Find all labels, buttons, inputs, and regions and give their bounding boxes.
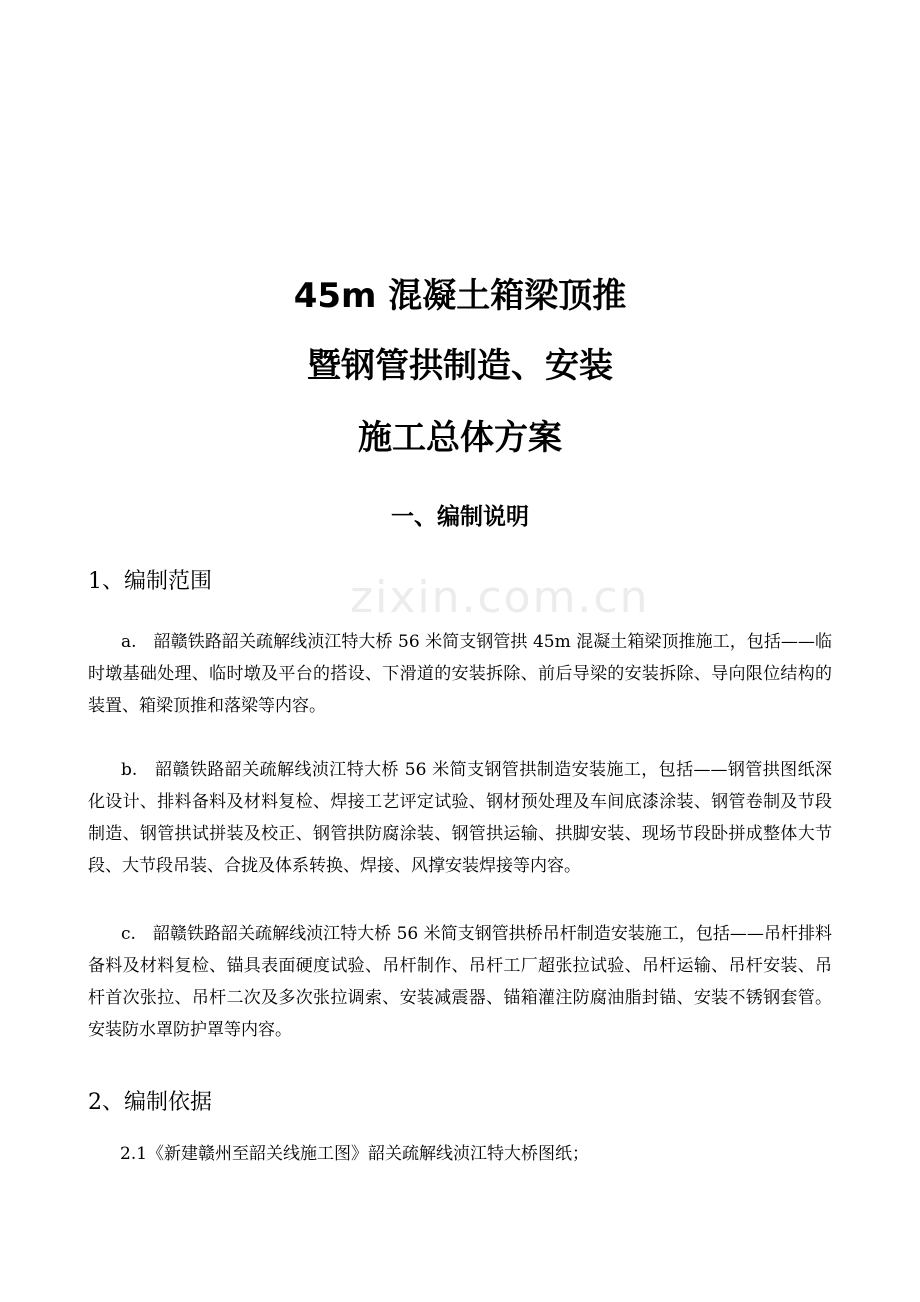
scope-heading: 1、编制范围	[88, 569, 212, 594]
watermark: zixin.com.cn	[350, 572, 650, 623]
scope-item-a: a. 韶赣铁路韶关疏解线浈江特大桥 56 米简支钢管拱 45m 混凝土箱梁顶推施工，包括——临时墩基础处理、临时墩及平台的搭设、下滑道的安装拆除、前后导梁的安装拆除、导向限位结构的装置、箱梁顶推和落梁等内容。	[88, 632, 832, 716]
basis-item-2-1: 2.1《新建赣州至韶关线施工图》韶关疏解线浈江特大桥图纸；	[120, 1144, 590, 1164]
scope-item-c: c. 韶赣铁路韶关疏解线浈江特大桥 56 米简支钢管拱桥吊杆制造安装施工，包括——吊杆排料备料及材料复检、锚具表面硬度试验、吊杆制作、吊杆工厂超张拉试验、吊杆运输、吊杆安装、吊杆首次张拉、吊杆二次及多次张拉调索、安装减震器、锚箱灌注防腐油脂封锚、安装不锈钢套管。安装防水罩防护罩等内容。	[88, 924, 832, 1040]
basis-heading: 2、编制依据	[88, 1090, 212, 1115]
section-title: 一、编制说明	[391, 504, 529, 530]
document-title-line-2: 暨钢管拱制造、安装	[307, 346, 613, 386]
scope-item-b: b. 韶赣铁路韶关疏解线浈江特大桥 56 米简支钢管拱制造安装施工，包括——钢管拱图纸深化设计、排料备料及材料复检、焊接工艺评定试验、钢材预处理及车间底漆涂装、钢管卷制及节段制造、钢管拱试拼装及校正、钢管拱防腐涂装、钢管拱运输、拱脚安装、现场节段卧拼成整体大节段、大节段吊装、合拢及体系转换、焊接、风撑安装焊接等内容。	[88, 760, 832, 876]
document-title-line-3: 施工总体方案	[358, 418, 562, 458]
document-title-line-1: 45m 混凝土箱梁顶推	[293, 276, 627, 316]
